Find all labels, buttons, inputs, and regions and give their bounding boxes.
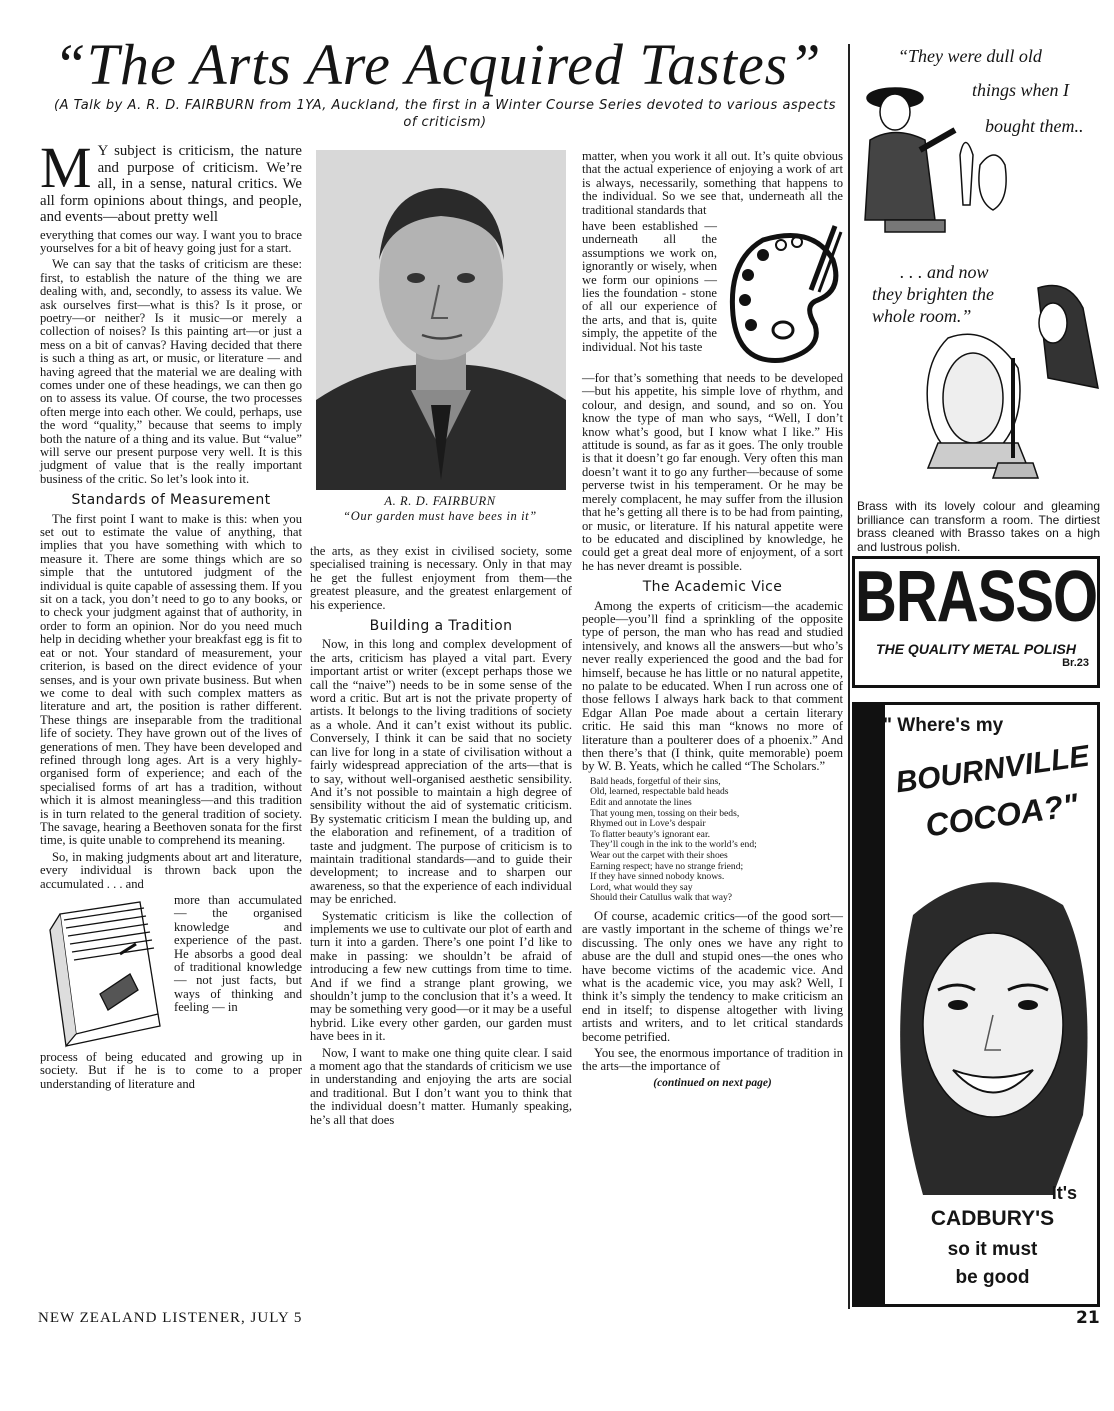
cadbury-line-1: It's [1051, 1183, 1077, 1203]
poem-line: Rhymed out in Love’s despair [590, 818, 706, 830]
drop-cap: M [40, 135, 92, 200]
cadbury-line-3: so it must [947, 1239, 1038, 1260]
poem-line: Earning respect; have no strange friend; [590, 860, 744, 872]
page-number: 21 [1076, 1308, 1100, 1328]
poem-line: Bald heads, forgetful of their sins, [590, 775, 721, 787]
paragraph: Now, I want to make one thing quite clear. I said a moment ago that the standards of criticism we use in understanding and enjoying the arts are social and traditional. But I don’t want you to think that the individual doesn’t matter. Humanly speaking, he’s all that does [310, 1045, 572, 1127]
smiling-woman-illustration [883, 855, 1098, 1195]
book-illustration [40, 894, 166, 1049]
brasso-tagline: THE QUALITY METAL POLISH [876, 641, 1076, 657]
woman-polishing-illustration [855, 70, 1020, 250]
paragraph: more than accumulated — the organised knowledge and experience of the past. He absorbs a good deal of traditional knowledge — not just facts, but ways of thinking and feeling — in [174, 893, 302, 1015]
poem-the-scholars [590, 777, 843, 904]
column-1 [40, 135, 302, 1094]
portrait-image [316, 150, 566, 490]
brasso-logo-box [852, 556, 1100, 688]
poem-line: Wear out the carpet with their shoes [590, 849, 728, 861]
paragraph: have been established — underneath all the assumptions we work on, ignorantly or wisely, when we form our opinions — lies the foundation - stone of all our experience of the arts, and that is, quite simply, the appetite of the individual. Not his taste [582, 219, 717, 354]
paragraph: the arts, as they exist in civilised society, some specialised training is necessary. Only in that may he get the fullest enjoyment from them—the greatest pleasure, and the greatest enlargement of his experience. [310, 544, 572, 612]
publication-footer: NEW ZEALAND LISTENER, JULY 5 [38, 1310, 303, 1326]
palette-illustration [723, 220, 843, 370]
author-photo [316, 150, 566, 490]
poem-line: To flatter beauty’s ignorant ear. [590, 828, 711, 840]
poem-line: That young men, tossing on their beds, [590, 807, 740, 819]
shining-brass-illustration [908, 268, 1103, 493]
ad-quote-line: whole room.” [872, 306, 972, 326]
brasso-body-text: Brass with its lovely colour and gleaming brilliance can transform a room. The dirtiest brass cleaned with Brasso takes on a high and lustrous polish. [857, 499, 1100, 554]
paragraph: So, in making judgments about art and literature, every individual is thrown back upon the accumulated . . . and [40, 849, 302, 891]
photo-caption [300, 494, 580, 524]
paragraph: Now, in this long and complex development of the arts, criticism has played a vital part. Every important artist or writer (except perhaps those we call the “naive”) needs to be in some sense of the word a critic. But art is not the private property of artists. It belongs to the living traditions of society as a whole. And it can’t exist without its public. Conversely, I think it can be said that no society can live for long in a state of civilisation without a fairly widespread appreciation of the arts—that is to say, without well-organised aesthetic sensibility. And it’s not possible to maintain a high degree of sensibility without the aid of systematic criticism. By systematic criticism I mean the bulding up, and the elaboration and refinement, of a tradition of taste and judgment. The purpose of criticism is to maintain traditional standards—and to guide their development; to increase and to sharpen our awareness, so that the experience of each individual may be enriched. [310, 637, 572, 907]
lead-paragraph: M Y subject is criticism, the nature and purpose of criticism. We’re all, in a sense, natural critics. We all form opinions about things, and people, and events—about pretty well [40, 135, 302, 225]
column-divider [848, 44, 850, 1309]
cadbury-product-2: COCOA?" [923, 786, 1081, 844]
palette-illustration-wrap [723, 220, 843, 370]
ad-quote-line: . . . and now [900, 262, 989, 282]
article-title: “The Arts Are Acquired Tastes” [53, 32, 822, 97]
cadbury-line-4: be good [955, 1267, 1030, 1288]
cadbury-line-2: CADBURY'S [930, 1207, 1055, 1230]
poem-line: Edit and annotate the lines [590, 797, 692, 808]
paragraph: The first point I want to make is this: when you set out to estimate the value of anything, that implies that you have something with which to measure it. There are some things which are so simple that the untutored judgment of the individual is quite capable of assessing them. If you sit on a tack, you don’t need to go to any books, or to check your judgment against that of authority, in order to form an opinion. Nor do you need much help in deciding whether your breakfast egg is fit to eat or not. Your standard of measurement, your criterion, is based on the direct evidence of your senses, and is your own private business. But when we come to deal with such complex matters as literature and art, the position is rather different. These things are inseparable from the traditional life of society. They have grown out of the lives of generations of men. They have been developed and refined through long ages. Art is a very highly-organised form of experience; and each of the specialised forms of art has a tradition, without which it is almost meaningless—and this tradition is in turn related to the general tradition of society. The savage, hearing a Beethoven sonata for the first time, is quite unable to comprehend its meaning. [40, 511, 302, 848]
ad-quote-line: “They were dull old [898, 46, 1042, 66]
caption-quote: “Our garden must have bees in it” [343, 509, 537, 523]
ad-quote-line: things when I [972, 80, 1069, 100]
ad-quote-line: they brighten the [872, 284, 994, 304]
ad-dark-edge [855, 705, 885, 1304]
poem-line: If they have sinned nobody knows. [590, 871, 725, 883]
paragraph: You see, the enormous importance of tradition in the arts—the importance of [582, 1046, 843, 1074]
continued-note: (continued on next page) [653, 1076, 772, 1089]
poem-line: Lord, what would they say [590, 881, 693, 893]
poem-line: Should their Catullus walk that way? [590, 892, 733, 904]
book-illustration-wrap [40, 894, 166, 1049]
section-heading: Building a Tradition [369, 618, 513, 635]
brasso-code: Br.23 [1062, 657, 1089, 669]
column-3 [582, 150, 843, 1090]
paragraph: Among the experts of criticism—the academic people—you’ll find a sprinkling of the opposite type of person, the man who has read and studied intensively, and knows all the answers—but who’s never really experienced the good and the bad for himself, because he has little or no natural appetite, no palate to be educated. When I run across one of those fellows I always hark back to that comment Edgar Allan Poe made about a certain literary critic. He said this man “knows no more of literature than a poulterer does of a phoenix.” And then there’s that (I think, quite memorable) poem by W. B. Yeats, which he called “The Scholars.” [582, 598, 843, 774]
cadbury-ad [852, 702, 1100, 1307]
article-subtitle: (A Talk by A. R. D. FAIRBURN from 1YA, Auckland, the first in a Winter Course Series devoted to various aspects of criticism) [54, 98, 836, 130]
caption-name: A. R. D. FAIRBURN [384, 494, 496, 508]
paragraph: matter, when you work it all out. It’s quite obvious that the actual experience of enjoying a work of art is always, necessarily, something that happens to the individual. So we see that, underneath all the traditional standards that [582, 149, 843, 217]
brasso-brand: BRASSO [855, 555, 1098, 637]
poem-line: Old, learned, respectable bald heads [590, 786, 729, 798]
paragraph: —for that’s something that needs to be developed—but his appetite, his simple love of rhythm, and colour, and design, and sound, and so on. You know the type of man who says, “Well, I don’t know what’s good, but I know what I like.” His attitude is sound, as far as it goes. The only trouble is that it doesn’t go far enough. Very often this man doesn’t want it to go any further—because of some perverse twist in his temperament. Or he may be merely complacent, he may suffer from the illusion that he’s getting all there is to be had from painting, or music, or literature. If his natural appetite were to be educated and disciplined by knowledge, he could get a great deal more of enjoyment, of a sort he has never dreamt is possible. [582, 371, 843, 573]
section-heading: The Academic Vice [642, 579, 783, 596]
cadbury-question: " Where's my [883, 715, 1004, 736]
cadbury-product-1: BOURNVILLE [893, 739, 1092, 800]
paragraph: We can say that the tasks of criticism are these: first, to establish the nature of the thing we are dealing with, and, secondly, to assess its value. We ask ourselves first—what is this? Is it prose, or poetry—or neither? Is it music—or merely a collection of noises? Is this painting art—or just a mess on a bit of canvas? Having decided that there is such a thing as art, or music, or literature — and having agreed that the material we are dealing with comes under one of these headings, we can then go on to assess its value. Of course, the two processes often merge into each other. We could, perhaps, use the word “quality,” because that seems to imply both the nature of a thing and its value. But “value” will serve our present purpose very well. It is this judgment of value that is the really important business of the critic. So let’s look into it. [40, 257, 302, 486]
paragraph: Systematic criticism is like the collection of implements we use to cultivate our plot of earth and turn it into a garden. There’s one point I’d like to make in passing: we shouldn’t be afraid of introducing a few new cuttings from time to time. And if we find a strange plant growing, we shouldn’t jump to the conclusion that it’s a weed. It may be something very good—or it may be a useful hybrid. Like every other garden, our garden must have bees in it. [310, 908, 572, 1044]
column-2 [310, 545, 572, 1130]
paragraph: Of course, academic critics—of the good sort—are vastly important in the scheme of things we’re discussing. The only ones we have any right to abuse are the dull and stupid ones—the ones who have become victims of the academic vice. And what is the academic vice, you may ask? Well, I think it’s simply the tendency to make criticism an end in itself; to dispense altogether with living artists and writers, and to let critical standards become petrified. [582, 908, 843, 1044]
paragraph: process of being educated and growing up in society. But if he is to come to a proper understanding of literature and [40, 1050, 302, 1091]
section-heading: Standards of Measurement [71, 492, 271, 509]
ad-quote-line: bought them.. [985, 116, 1084, 136]
paragraph: everything that comes our way. I want you to brace yourselves for a bit of heavy going just for a start. [40, 227, 302, 255]
poem-line: They’ll cough in the ink to the world’s end; [590, 839, 757, 851]
